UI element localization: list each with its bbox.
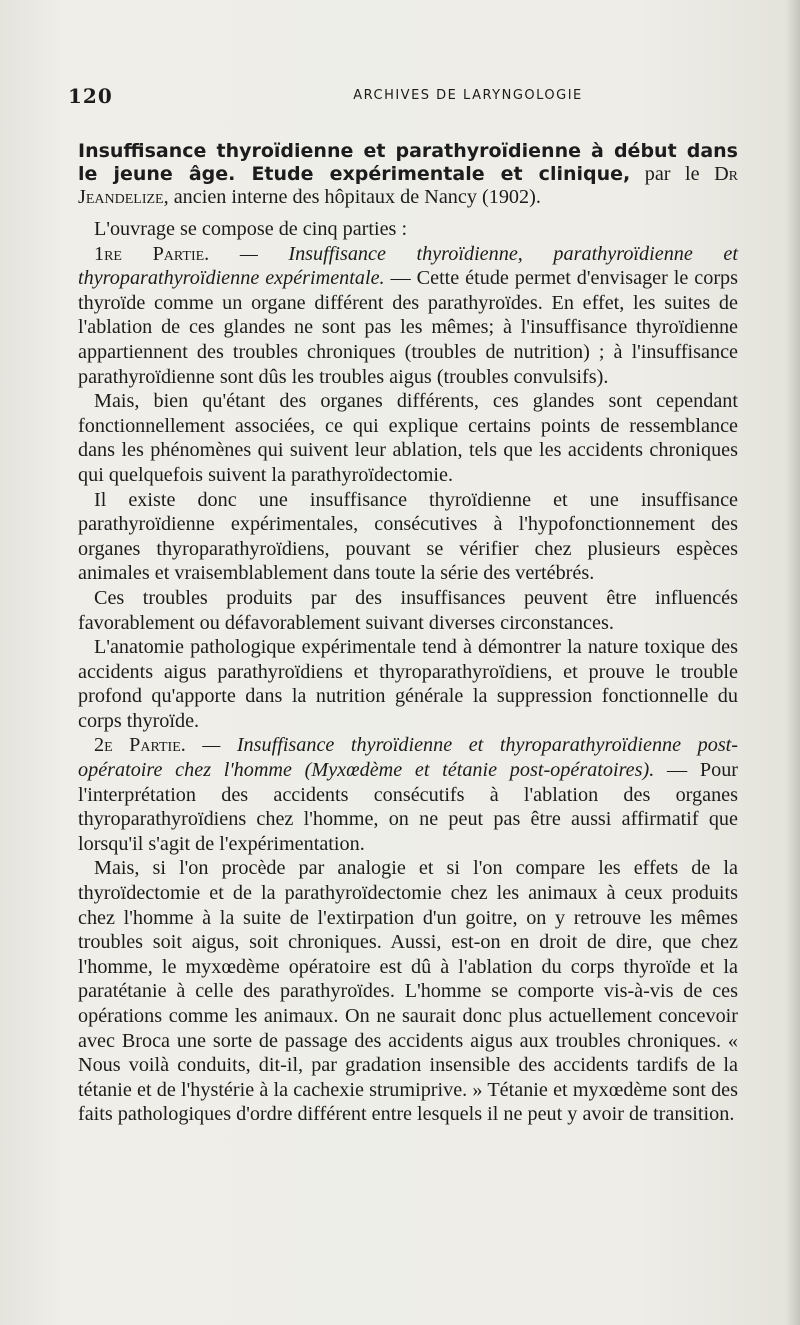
article-author: Dr Jeandelize,	[78, 163, 739, 208]
running-head	[68, 84, 748, 110]
part-1-title: — Insuffisance thyroïdienne, parathyroïdienne et thyroparathyroïdienne expérimentale.	[78, 242, 739, 290]
paragraph-5: Ces troubles produits par des insuffisances peuvent être influencés favorablement ou défavorablement suivant diverses circonstances.	[78, 586, 738, 634]
author-credentials: ancien interne des hôpitaux de Nancy (1902).	[173, 186, 541, 208]
paragraph-part-2	[78, 733, 738, 856]
scan-shadow-edge	[786, 0, 800, 1325]
article-body	[78, 140, 738, 1127]
page-number: 120	[68, 84, 113, 108]
paragraph-4: Il existe donc une insuffisance thyroïdienne et une insuffisance parathyroïdienne expérimentales, consécutives à l'hypofonctionnement des organes thyroparathyroïdiens, pouvant se vérifier chez plusieurs espèces animales et vraisemblablement dans toute la série des vertébrés.	[78, 488, 738, 585]
byline-prefix: par le	[644, 163, 700, 185]
paragraph-3: Mais, bien qu'étant des organes différents, ces glandes sont cependant fonctionnellement associées, ce qui explique certains points de ressemblance dans les phénomènes qui suivent leur ablation, tels que les accidents chroniques qui quelquefois suivent la parathyroïdectomie.	[78, 390, 738, 486]
article-title: Insuffisance thyroïdienne et parathyroïdienne à début dans le jeune âge. Etude expérimentale et clinique,	[78, 140, 738, 185]
part-2-text: — Pour l'interprétation des accidents consécutifs à l'ablation des organes thyroparathyroïdiens chez l'homme, on ne peut pas être aussi affirmatif que lorsqu'il s'agit de l'expérimentation.	[78, 759, 739, 855]
paragraph-6: L'anatomie pathologique expérimentale tend à démontrer la nature toxique des accidents aigus parathyroïdiens et thyroparathyroïdiens, et prouve le trouble profond qu'apporte dans la nutrition générale la suppression fonctionnelle du corps thyroïde.	[78, 636, 738, 732]
paragraph-intro: L'ouvrage se compose de cinq parties :	[94, 218, 408, 240]
paragraph-part-1	[78, 242, 738, 390]
part-2-title: — Insuffisance thyroïdienne et thyroparathyroïdienne post-opératoire chez l'homme (Myxœdème et tétanie post-opératoires).	[78, 734, 739, 782]
journal-title: ARCHIVES DE LARYNGOLOGIE	[353, 88, 583, 103]
article-heading	[78, 140, 738, 209]
part-1-label: 1re Partie.	[94, 242, 210, 265]
part-2-label: 2e Partie.	[94, 734, 186, 757]
paragraph-8: Mais, si l'on procède par analogie et si l'on compare les effets de la thyroïdectomie et de la parathyroïdectomie chez les animaux à ceux produits chez l'homme à la suite de l'extirpation d'un goitre, on y retrouve les mêmes troubles soit aigus, soit chroniques. Aussi, est-on en droit de dire, que chez l'homme, le myxœdème opératoire est dû à l'ablation du corps thyroïde et la paratétanie à celle des parathyroïdes. L'homme se comporte vis-à-vis de ces opérations comme les animaux. On ne saurait donc plus actuellement concevoir avec Broca une sorte de passage des accidents aigus aux troubles chroniques. « Nous voilà conduits, dit-il, par gradation insensible des accidents tardifs de la tétanie et de l'hystérie à la cachexie strumiprive. » Tétanie et myxœdème sont des faits pathologiques d'ordre différent entre lesquels il ne peut y avoir de transition.	[78, 857, 738, 1126]
part-1-text: — Cette étude permet d'envisager le corps thyroïde comme un organe différent des parathyroïdes. En effet, les suites de l'ablation de ces glandes ne sont pas les mêmes; à l'insuffisance thyroïdienne appartiennent des troubles chroniques (troubles de nutrition) ; à l'insuffisance parathyroïdienne sont dûs les troubles aigus (troubles convulsifs).	[78, 267, 738, 388]
